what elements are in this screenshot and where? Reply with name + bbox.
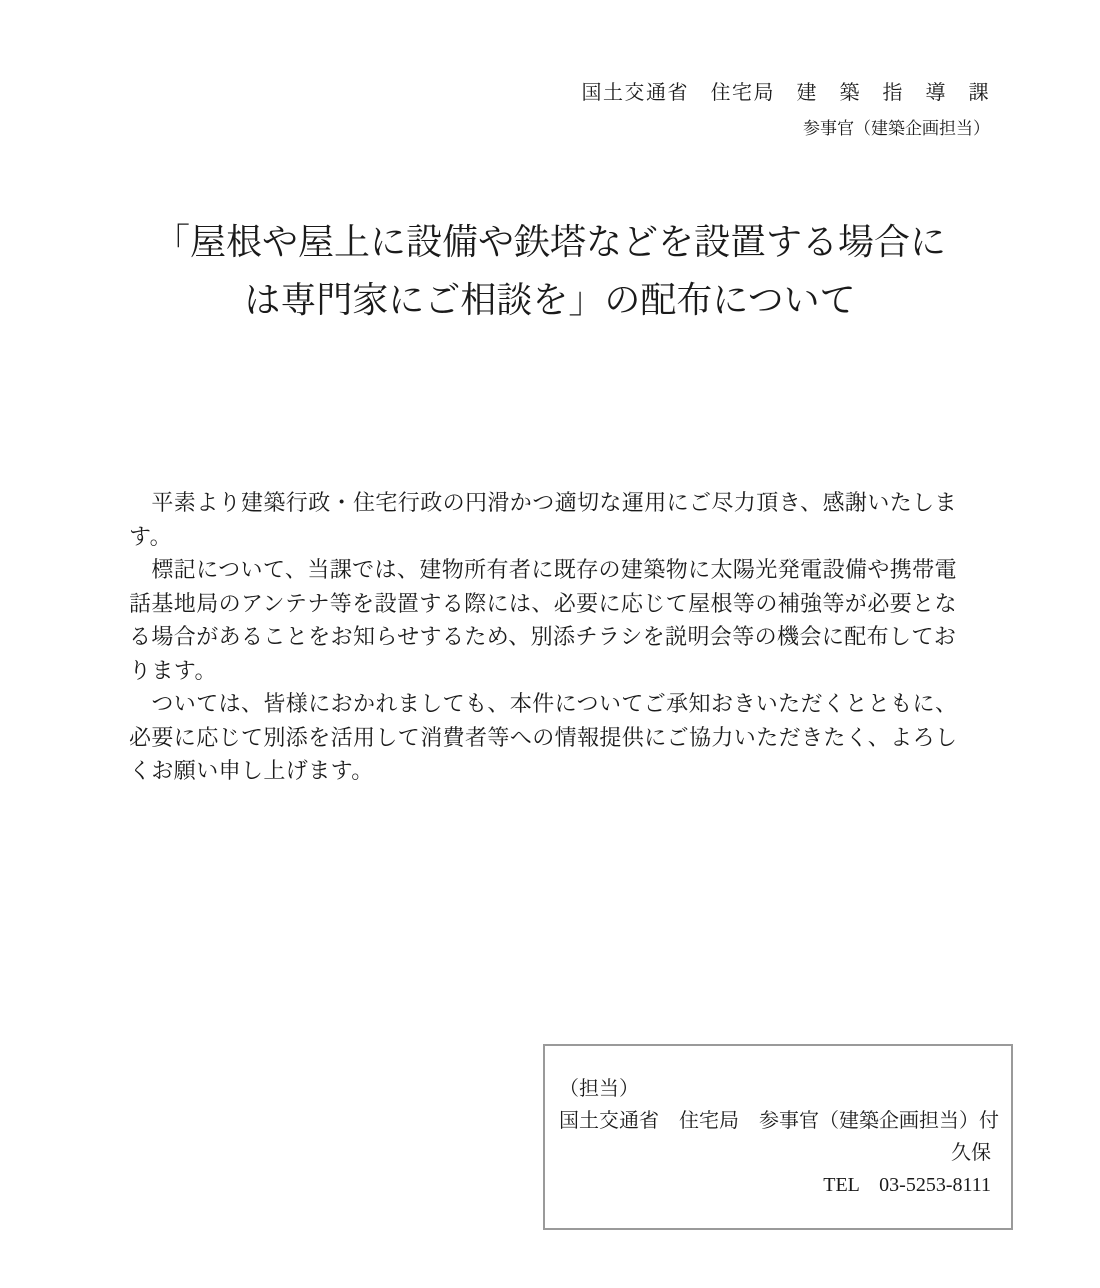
page-title-line-1: 「屋根や屋上に設備や鉄塔などを設置する場合に — [153, 222, 946, 262]
body-line: 標記について、当課では、建物所有者に既存の建築物に太陽光発電設備や携帯電 — [129, 557, 957, 582]
body-line: 話基地局のアンテナ等を設置する際には、必要に応じて屋根等の補強等が必要とな — [129, 590, 957, 616]
contact-person-name: 久保 — [951, 1142, 991, 1164]
contact-telephone: TEL 03-5253-8111 — [823, 1174, 991, 1196]
contact-label: （担当） — [559, 1078, 639, 1100]
sender-department: 国土交通省 住宅局 建 築 指 導 課 — [581, 82, 990, 104]
page-title — [0, 213, 1100, 329]
page-title-line-2: は専門家にご相談を」の配布について — [244, 280, 856, 320]
paragraph-notice — [129, 553, 981, 687]
body-line: 必要に応じて別添を活用して消費者等への情報提供にご協力いただきたく、よろし — [129, 724, 958, 750]
sender-officer: 参事官（建築企画担当） — [803, 119, 990, 138]
paragraph-request — [129, 687, 981, 788]
body-line: 平素より建築行政・住宅行政の円滑かつ適切な運用にご尽力頂き、感謝いたしま — [129, 490, 957, 515]
paragraph-greeting — [129, 486, 981, 553]
body-text — [129, 486, 981, 788]
body-line: す。 — [129, 523, 173, 549]
contact-organization: 国土交通省 住宅局 参事官（建築企画担当）付 — [559, 1110, 999, 1132]
body-line: ついては、皆様におかれましても、本件についてご承知おきいただくとともに、 — [129, 691, 958, 716]
body-line: ります。 — [129, 657, 217, 683]
sender-header — [582, 80, 991, 140]
body-line: くお願い申し上げます。 — [129, 758, 374, 783]
contact-box — [543, 1044, 1013, 1230]
body-line: る場合があることをお知らせするため、別添チラシを説明会等の機会に配布してお — [129, 624, 957, 649]
